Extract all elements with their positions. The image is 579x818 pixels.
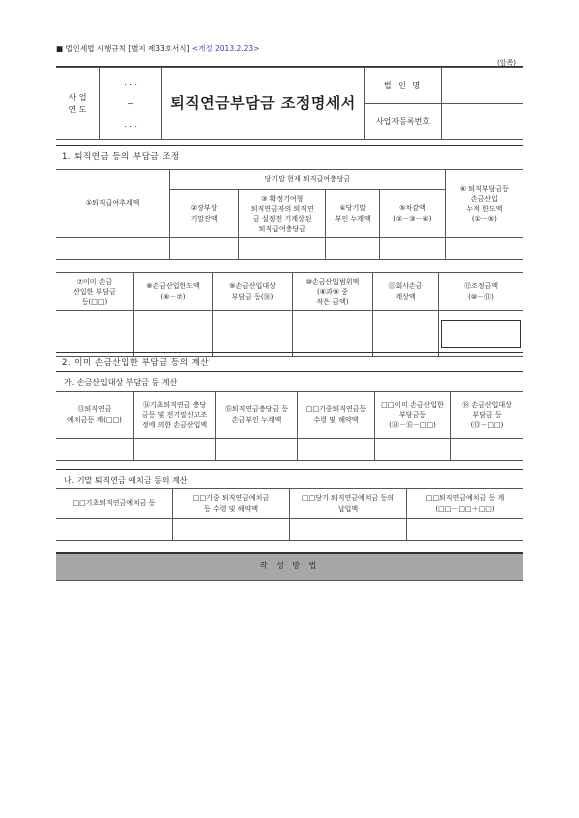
col-deposits-paid: □□당기 퇴직연금예치금 등의 납입액 — [290, 489, 407, 519]
value-c9[interactable] — [213, 311, 293, 357]
document-title: 퇴직연금부담금 조정명세서 — [162, 68, 365, 140]
col-adjustment: ⑫조정금액 (⑩－⑪) — [439, 273, 524, 311]
subsection-b-title: 나. 기말 퇴직연금 예치금 등의 계산 — [64, 476, 188, 485]
section1-title: 1. 퇴직연금 등의 부담금 조정 — [62, 152, 180, 162]
col-eligible-contribution: ⑨손금산입대상 부담금 등(⑱) — [213, 273, 293, 311]
value-a5[interactable] — [375, 439, 451, 461]
section2-top-rule — [56, 352, 523, 353]
col-book-balance: ②장부상 기말잔액 — [170, 190, 239, 238]
date-start: . . . — [124, 78, 137, 87]
value-c2[interactable] — [170, 238, 239, 260]
value-c1[interactable] — [56, 238, 170, 260]
section2-title: 2. 이미 손금산입한 부담금 등의 계산 — [62, 358, 210, 368]
col-eligible-calc: ⑱ 손금산입대상 부담금 등 (⑬－□□) — [451, 392, 524, 439]
business-year-label: 사 업 연 도 — [56, 68, 100, 140]
col-deposits-received: □□기중 퇴직연금예치금 등 수령 및 해약액 — [173, 489, 290, 519]
col-already-deducted: ⑦이미 손금 산입한 부담금 등(□□) — [56, 273, 134, 311]
value-a2[interactable] — [134, 439, 216, 461]
value-c3[interactable] — [239, 238, 326, 260]
section1-table-a — [56, 169, 523, 260]
value-b2[interactable] — [173, 519, 290, 541]
col-already-deducted-calc: □□이미 손금산입한 부담금등 (⑭－⑮－□□) — [375, 392, 451, 439]
regulation-text: ■ 법인세법 시행규칙 [별지 제33호서식] — [56, 44, 190, 53]
revision-text: <개정 2013.2.23> — [191, 44, 260, 53]
section1-top-rule — [56, 145, 523, 146]
date-end: . . . — [124, 120, 137, 129]
section2-sub-rule — [56, 371, 523, 372]
corp-name-label: 법 인 명 — [365, 68, 442, 104]
value-b3[interactable] — [290, 519, 407, 541]
col-received-terminated: □□기중퇴직연금등 수령 및 해약액 — [298, 392, 375, 439]
value-c10[interactable] — [293, 311, 373, 357]
col-opening-deposits: □□기초퇴직연금예치금 등 — [56, 489, 173, 519]
value-a3[interactable] — [216, 439, 298, 461]
date-tilde: ~ — [127, 99, 134, 108]
value-c6[interactable] — [445, 238, 523, 260]
col-dc-allowance: ③ 확정기여형 퇴직연금자의 퇴직연 금 설정전 기계상된 퇴직급여충당금 — [239, 190, 326, 238]
value-a1[interactable] — [56, 439, 134, 461]
corp-name-value[interactable] — [442, 68, 524, 104]
value-a6[interactable] — [451, 439, 524, 461]
value-c5[interactable] — [379, 238, 445, 260]
value-b4[interactable] — [407, 519, 524, 541]
col-difference: ⑤차감액 (②－③－④) — [379, 190, 445, 238]
instructions-bar — [56, 552, 523, 581]
col-deposits-total: □□퇴직연금예치금 등 계 (□□－□□＋□□) — [407, 489, 524, 519]
title-block — [56, 67, 523, 140]
col-cumulative-limit: ⑥ 퇴직부담금등 손금산입 누적 한도액 (①－⑤) — [445, 170, 523, 238]
col-opening-allowance: ⑭기초퇴직연금 충당 금등 및 전기말신고조 정에 의한 손금산입액 — [134, 392, 216, 439]
col-pension-deposits: ⑬퇴직연금 예치금등 계(□□) — [56, 392, 134, 439]
page-side-label: (앞쪽) — [497, 59, 516, 67]
value-c11[interactable] — [373, 311, 439, 357]
value-b1[interactable] — [56, 519, 173, 541]
biz-reg-label: 사업자등록번호 — [365, 104, 442, 140]
section2a-table — [56, 391, 523, 461]
col-denied-allowance: ⑮퇴직연금충당금 등 손금부인 누계액 — [216, 392, 298, 439]
value-c4[interactable] — [326, 238, 379, 260]
value-c8[interactable] — [134, 311, 213, 357]
current-allowance-header: 당기말 현재 퇴직급여충당금 — [170, 170, 446, 190]
biz-reg-value[interactable] — [442, 104, 524, 140]
col-retirement-estimate: ①퇴직급여추계액 — [56, 170, 170, 238]
col-deduction-limit: ⑧손금산입한도액 (⑥－⑦) — [134, 273, 213, 311]
col-denied-cumulative: ④당기말 부인 누계액 — [326, 190, 379, 238]
subsection-b-rule — [56, 469, 523, 470]
adjustment-value-box[interactable] — [441, 320, 521, 348]
instructions-label: 작 성 방 법 — [259, 561, 320, 570]
subsection-a-title: 가. 손금산입대상 부담금 등 계산 — [64, 378, 178, 387]
regulation-reference — [56, 43, 259, 54]
section1-table-b — [56, 272, 523, 357]
col-company-expense: ⑪회사손금 계상액 — [373, 273, 439, 311]
value-a4[interactable] — [298, 439, 375, 461]
value-c7[interactable] — [56, 311, 134, 357]
section2b-table — [56, 488, 523, 541]
business-year-dates — [100, 68, 162, 140]
col-deduction-range: ⑩손금산입범위액 (⑧과⑨ 중 작은 금액) — [293, 273, 373, 311]
value-c12-cell — [439, 311, 524, 357]
